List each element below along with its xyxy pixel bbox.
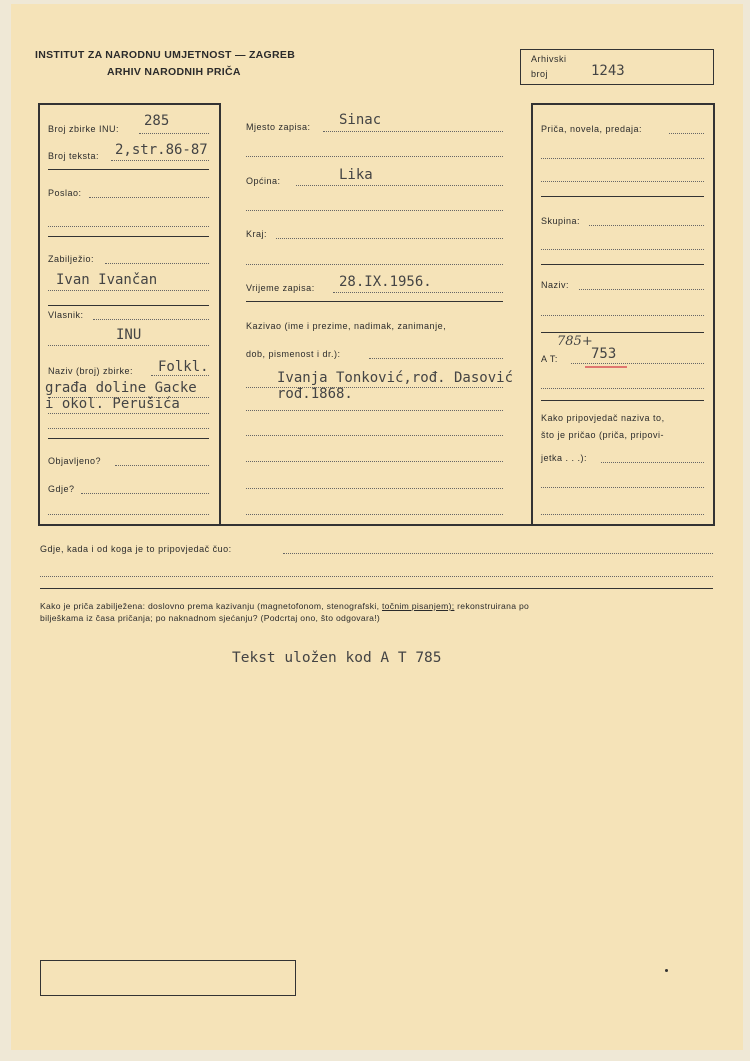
dots (111, 160, 209, 161)
archive-title: ARHIV NARODNIH PRIČA (107, 66, 241, 78)
method-underlined: točnim pisanjem); (381, 601, 455, 611)
dots (283, 553, 713, 554)
dots (541, 158, 704, 159)
narrator-label-1: Kazivao (ime i prezime, nadimak, zanimanje, (246, 321, 447, 331)
collection-no-value: 285 (144, 113, 170, 129)
ink-dot (665, 969, 668, 972)
owner-label: Vlasnik: (48, 310, 84, 320)
municipality-value: Lika (339, 167, 373, 183)
text-no-label: Broj teksta: (48, 151, 100, 161)
group-label: Skupina: (541, 216, 581, 226)
method-line-1 (40, 601, 529, 611)
divider (48, 438, 209, 439)
dots (541, 249, 704, 250)
divider (48, 305, 209, 306)
text-no-value: 2,str.86-87 (115, 142, 208, 158)
title-label: Naziv: (541, 280, 570, 290)
archive-label-2: broj (531, 69, 549, 79)
sent-label: Poslao: (48, 188, 82, 198)
narrator-term-1: Kako pripovjedač naziva to, (541, 413, 665, 423)
divider (48, 169, 209, 170)
archive-label-1: Arhivski (531, 54, 567, 64)
red-underline (585, 366, 627, 368)
divider (246, 301, 503, 302)
dots (589, 225, 704, 226)
method-line-1a: Kako je priča zabilježena: doslovno prema kazivanju (magnetofonom, stenografski, (40, 601, 380, 611)
dots (139, 133, 209, 134)
dots (48, 514, 209, 515)
dots (571, 363, 704, 364)
dots (276, 238, 503, 239)
dots (48, 413, 209, 414)
dots (48, 290, 209, 291)
dots (246, 488, 503, 489)
dots (48, 428, 209, 429)
dots (369, 358, 503, 359)
owner-value: INU (116, 327, 142, 343)
where-label: Gdje? (48, 484, 75, 494)
dots (579, 289, 704, 290)
dots (246, 210, 503, 211)
collection-name-2: građa doline Gacke (45, 380, 197, 396)
dots (40, 576, 713, 577)
dots (246, 461, 503, 462)
dots (115, 465, 209, 466)
dots (541, 514, 704, 515)
divider (541, 332, 704, 333)
dots (246, 410, 503, 411)
dots (48, 226, 209, 227)
narrator-term-3: jetka . . .): (541, 453, 588, 463)
dots (541, 487, 704, 488)
frame-top-left (38, 103, 221, 105)
dots (333, 292, 503, 293)
municipality-label: Općina: (246, 176, 281, 186)
collection-no-label: Broj zbirke INU: (48, 124, 120, 134)
divider (541, 264, 704, 265)
recorded-by-value: Ivan Ivančan (56, 272, 158, 288)
archive-note: Tekst uložen kod A T 785 (232, 650, 442, 666)
dots (296, 185, 503, 186)
divider (541, 400, 704, 401)
dots (48, 345, 209, 346)
dots (541, 315, 704, 316)
method-line-2: bilješkama iz časa pričanja; po naknadnom sjećanju? (Podcrtaj ono, što odgovara!) (40, 613, 381, 623)
narrator-term-2: što je pričao (priča, pripovi- (541, 430, 665, 440)
dots (246, 156, 503, 157)
at-value: 753 (591, 346, 617, 362)
narrator-value-1: Ivanja Tonković,rođ. Dasović (277, 370, 514, 386)
divider (48, 236, 209, 237)
collection-name-1: Folkl. (158, 359, 209, 375)
date-label: Vrijeme zapisa: (246, 283, 315, 293)
archive-number: 1243 (591, 63, 625, 79)
dots (81, 493, 209, 494)
genre-label: Priča, novela, predaja: (541, 124, 643, 134)
collection-name-3: i okol. Perušića (45, 396, 180, 412)
dots (541, 181, 704, 182)
heard-label: Gdje, kada i od koga je to pripovjedač čuo: (40, 544, 232, 554)
dots (246, 435, 503, 436)
divider (40, 588, 713, 589)
divider (541, 196, 704, 197)
published-label: Objavljeno? (48, 456, 102, 466)
region-label: Kraj: (246, 229, 268, 239)
dots (601, 462, 704, 463)
dots (323, 131, 503, 132)
frame-top-right (531, 103, 714, 105)
dots (246, 264, 503, 265)
narrator-value-2: rođ.1868. (277, 386, 353, 402)
narrator-label-2: dob, pismenost i dr.): (246, 349, 341, 359)
date-value: 28.IX.1956. (339, 274, 432, 290)
at-handwritten: 785+ (557, 334, 593, 349)
at-label: A T: (541, 354, 558, 364)
dots (93, 319, 209, 320)
dots (669, 133, 704, 134)
archive-card (11, 4, 743, 1050)
frame-col2 (531, 103, 533, 525)
method-line-1b: rekonstruirana po (457, 601, 530, 611)
archive-number-box (520, 49, 714, 85)
dots (541, 388, 704, 389)
dots (246, 514, 503, 515)
frame-right (713, 103, 715, 525)
dots (89, 197, 209, 198)
bottom-box (40, 960, 296, 996)
institute-title: INSTITUT ZA NARODNU UMJETNOST — ZAGREB (35, 49, 296, 61)
collection-name-label: Naziv (broj) zbirke: (48, 366, 134, 376)
frame-bottom (38, 524, 715, 526)
dots (151, 375, 209, 376)
frame-left (38, 103, 40, 525)
dots (105, 263, 209, 264)
recorded-by-label: Zabilježio: (48, 254, 95, 264)
place-label: Mjesto zapisa: (246, 122, 311, 132)
frame-col1 (219, 103, 221, 525)
place-value: Sinac (339, 112, 382, 128)
